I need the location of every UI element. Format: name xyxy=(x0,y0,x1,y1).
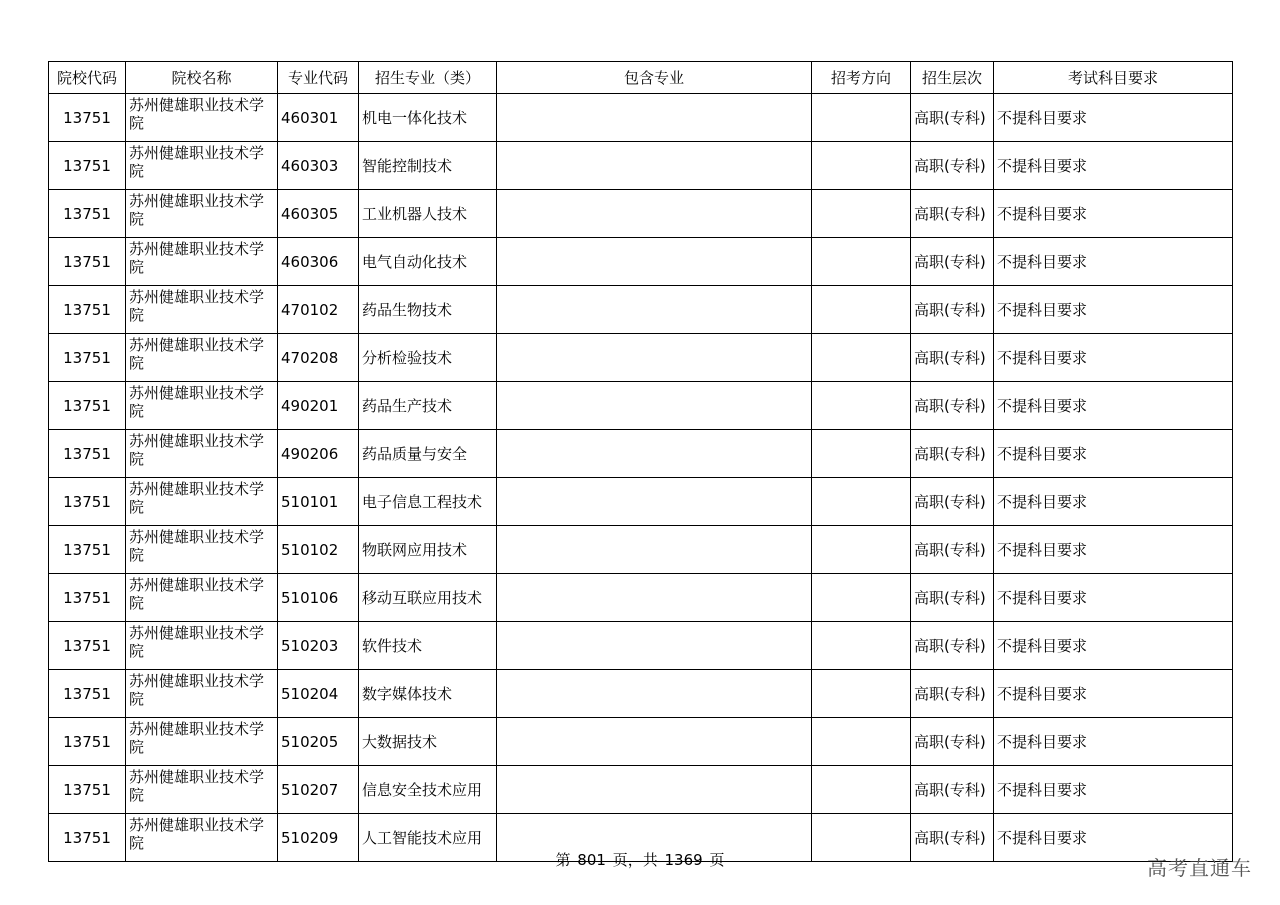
cell-direction xyxy=(812,622,911,670)
cell-school-name: 苏州健雄职业技术学院 xyxy=(126,766,278,814)
cell-included-majors xyxy=(497,478,812,526)
header-row xyxy=(49,62,1233,94)
cell-school-code: 13751 xyxy=(49,574,126,622)
cell-included-majors xyxy=(497,190,812,238)
cell-direction xyxy=(812,718,911,766)
admission-table xyxy=(48,61,1233,862)
cell-level: 高职(专科) xyxy=(911,670,994,718)
cell-major-code: 460301 xyxy=(278,94,359,142)
header-major-code: 专业代码 xyxy=(278,62,359,94)
cell-school-code: 13751 xyxy=(49,430,126,478)
cell-major: 软件技术 xyxy=(359,622,497,670)
cell-major: 分析检验技术 xyxy=(359,334,497,382)
cell-school-name: 苏州健雄职业技术学院 xyxy=(126,238,278,286)
cell-major-code: 460306 xyxy=(278,238,359,286)
cell-school-name: 苏州健雄职业技术学院 xyxy=(126,814,278,862)
cell-major: 电子信息工程技术 xyxy=(359,478,497,526)
cell-level: 高职(专科) xyxy=(911,142,994,190)
footer-total-pages: 1369 xyxy=(664,851,703,869)
cell-major-code: 470208 xyxy=(278,334,359,382)
header-school-name: 院校名称 xyxy=(126,62,278,94)
cell-level: 高职(专科) xyxy=(911,478,994,526)
cell-subject-requirement: 不提科目要求 xyxy=(994,718,1233,766)
cell-level: 高职(专科) xyxy=(911,430,994,478)
cell-included-majors xyxy=(497,382,812,430)
cell-major: 电气自动化技术 xyxy=(359,238,497,286)
cell-subject-requirement: 不提科目要求 xyxy=(994,382,1233,430)
cell-level: 高职(专科) xyxy=(911,382,994,430)
cell-included-majors xyxy=(497,142,812,190)
cell-school-name: 苏州健雄职业技术学院 xyxy=(126,526,278,574)
cell-direction xyxy=(812,766,911,814)
cell-direction xyxy=(812,478,911,526)
table-row xyxy=(49,622,1233,670)
cell-subject-requirement: 不提科目要求 xyxy=(994,94,1233,142)
cell-major: 工业机器人技术 xyxy=(359,190,497,238)
cell-level: 高职(专科) xyxy=(911,286,994,334)
cell-direction xyxy=(812,526,911,574)
cell-subject-requirement: 不提科目要求 xyxy=(994,190,1233,238)
cell-major: 信息安全技术应用 xyxy=(359,766,497,814)
cell-level: 高职(专科) xyxy=(911,814,994,862)
table-row xyxy=(49,94,1233,142)
cell-major-code: 510207 xyxy=(278,766,359,814)
cell-subject-requirement: 不提科目要求 xyxy=(994,526,1233,574)
cell-school-name: 苏州健雄职业技术学院 xyxy=(126,382,278,430)
cell-included-majors xyxy=(497,670,812,718)
cell-major: 移动互联应用技术 xyxy=(359,574,497,622)
cell-major: 药品生物技术 xyxy=(359,286,497,334)
cell-school-name: 苏州健雄职业技术学院 xyxy=(126,286,278,334)
cell-school-name: 苏州健雄职业技术学院 xyxy=(126,94,278,142)
header-level: 招生层次 xyxy=(911,62,994,94)
cell-school-code: 13751 xyxy=(49,142,126,190)
table-row xyxy=(49,238,1233,286)
cell-school-code: 13751 xyxy=(49,766,126,814)
cell-included-majors xyxy=(497,718,812,766)
cell-major: 大数据技术 xyxy=(359,718,497,766)
table-row xyxy=(49,142,1233,190)
cell-major-code: 510102 xyxy=(278,526,359,574)
watermark: 高考直通车 xyxy=(1147,856,1252,880)
cell-major-code: 490201 xyxy=(278,382,359,430)
cell-subject-requirement: 不提科目要求 xyxy=(994,670,1233,718)
cell-direction xyxy=(812,670,911,718)
cell-school-code: 13751 xyxy=(49,238,126,286)
cell-school-code: 13751 xyxy=(49,334,126,382)
cell-school-code: 13751 xyxy=(49,526,126,574)
cell-major: 数字媒体技术 xyxy=(359,670,497,718)
cell-included-majors xyxy=(497,334,812,382)
table-row xyxy=(49,526,1233,574)
cell-school-name: 苏州健雄职业技术学院 xyxy=(126,142,278,190)
cell-included-majors xyxy=(497,430,812,478)
table-row xyxy=(49,478,1233,526)
cell-major: 智能控制技术 xyxy=(359,142,497,190)
header-school-code: 院校代码 xyxy=(49,62,126,94)
table-row xyxy=(49,574,1233,622)
cell-major-code: 510205 xyxy=(278,718,359,766)
cell-level: 高职(专科) xyxy=(911,718,994,766)
table-body xyxy=(49,94,1233,862)
cell-level: 高职(专科) xyxy=(911,94,994,142)
cell-school-code: 13751 xyxy=(49,814,126,862)
cell-major-code: 510204 xyxy=(278,670,359,718)
footer-page-number: 801 xyxy=(577,851,606,869)
table-row xyxy=(49,382,1233,430)
cell-school-code: 13751 xyxy=(49,94,126,142)
footer-suffix: 页 xyxy=(709,851,725,869)
table-row xyxy=(49,766,1233,814)
cell-subject-requirement: 不提科目要求 xyxy=(994,334,1233,382)
table-row xyxy=(49,430,1233,478)
cell-subject-requirement: 不提科目要求 xyxy=(994,286,1233,334)
footer-prefix: 第 xyxy=(555,851,571,869)
cell-direction xyxy=(812,430,911,478)
table-row xyxy=(49,670,1233,718)
cell-major-code: 510101 xyxy=(278,478,359,526)
cell-level: 高职(专科) xyxy=(911,238,994,286)
cell-school-name: 苏州健雄职业技术学院 xyxy=(126,574,278,622)
cell-level: 高职(专科) xyxy=(911,766,994,814)
cell-school-name: 苏州健雄职业技术学院 xyxy=(126,478,278,526)
cell-direction xyxy=(812,574,911,622)
cell-subject-requirement: 不提科目要求 xyxy=(994,622,1233,670)
cell-direction xyxy=(812,238,911,286)
cell-level: 高职(专科) xyxy=(911,526,994,574)
cell-included-majors xyxy=(497,622,812,670)
cell-major-code: 470102 xyxy=(278,286,359,334)
cell-major: 药品质量与安全 xyxy=(359,430,497,478)
cell-direction xyxy=(812,382,911,430)
cell-subject-requirement: 不提科目要求 xyxy=(994,478,1233,526)
cell-major-code: 460305 xyxy=(278,190,359,238)
cell-level: 高职(专科) xyxy=(911,190,994,238)
cell-major-code: 490206 xyxy=(278,430,359,478)
cell-school-code: 13751 xyxy=(49,286,126,334)
cell-included-majors xyxy=(497,574,812,622)
cell-subject-requirement: 不提科目要求 xyxy=(994,142,1233,190)
cell-major-code: 460303 xyxy=(278,142,359,190)
cell-level: 高职(专科) xyxy=(911,574,994,622)
cell-school-code: 13751 xyxy=(49,382,126,430)
cell-subject-requirement: 不提科目要求 xyxy=(994,814,1233,862)
cell-major: 机电一体化技术 xyxy=(359,94,497,142)
cell-school-name: 苏州健雄职业技术学院 xyxy=(126,190,278,238)
cell-subject-requirement: 不提科目要求 xyxy=(994,766,1233,814)
cell-school-code: 13751 xyxy=(49,622,126,670)
table-row xyxy=(49,718,1233,766)
cell-direction xyxy=(812,334,911,382)
cell-subject-requirement: 不提科目要求 xyxy=(994,430,1233,478)
cell-subject-requirement: 不提科目要求 xyxy=(994,238,1233,286)
cell-included-majors xyxy=(497,286,812,334)
cell-major: 物联网应用技术 xyxy=(359,526,497,574)
header-included-majors: 包含专业 xyxy=(497,62,812,94)
cell-school-name: 苏州健雄职业技术学院 xyxy=(126,622,278,670)
header-major: 招生专业（类） xyxy=(359,62,497,94)
footer-middle: 页，共 xyxy=(612,851,658,869)
cell-major: 人工智能技术应用 xyxy=(359,814,497,862)
cell-school-code: 13751 xyxy=(49,670,126,718)
cell-included-majors xyxy=(497,238,812,286)
page-footer xyxy=(0,849,1280,870)
cell-included-majors xyxy=(497,526,812,574)
cell-level: 高职(专科) xyxy=(911,334,994,382)
cell-school-code: 13751 xyxy=(49,478,126,526)
cell-school-name: 苏州健雄职业技术学院 xyxy=(126,334,278,382)
cell-school-name: 苏州健雄职业技术学院 xyxy=(126,670,278,718)
cell-school-code: 13751 xyxy=(49,190,126,238)
header-subject-requirement: 考试科目要求 xyxy=(994,62,1233,94)
cell-subject-requirement: 不提科目要求 xyxy=(994,574,1233,622)
table-row xyxy=(49,286,1233,334)
cell-direction xyxy=(812,190,911,238)
cell-major: 药品生产技术 xyxy=(359,382,497,430)
cell-school-name: 苏州健雄职业技术学院 xyxy=(126,430,278,478)
table-row xyxy=(49,190,1233,238)
cell-direction xyxy=(812,286,911,334)
cell-major-code: 510106 xyxy=(278,574,359,622)
cell-major-code: 510203 xyxy=(278,622,359,670)
cell-level: 高职(专科) xyxy=(911,622,994,670)
cell-major-code: 510209 xyxy=(278,814,359,862)
cell-included-majors xyxy=(497,94,812,142)
cell-direction xyxy=(812,142,911,190)
table-row xyxy=(49,334,1233,382)
cell-school-code: 13751 xyxy=(49,718,126,766)
cell-direction xyxy=(812,94,911,142)
cell-included-majors xyxy=(497,766,812,814)
cell-school-name: 苏州健雄职业技术学院 xyxy=(126,718,278,766)
header-direction: 招考方向 xyxy=(812,62,911,94)
